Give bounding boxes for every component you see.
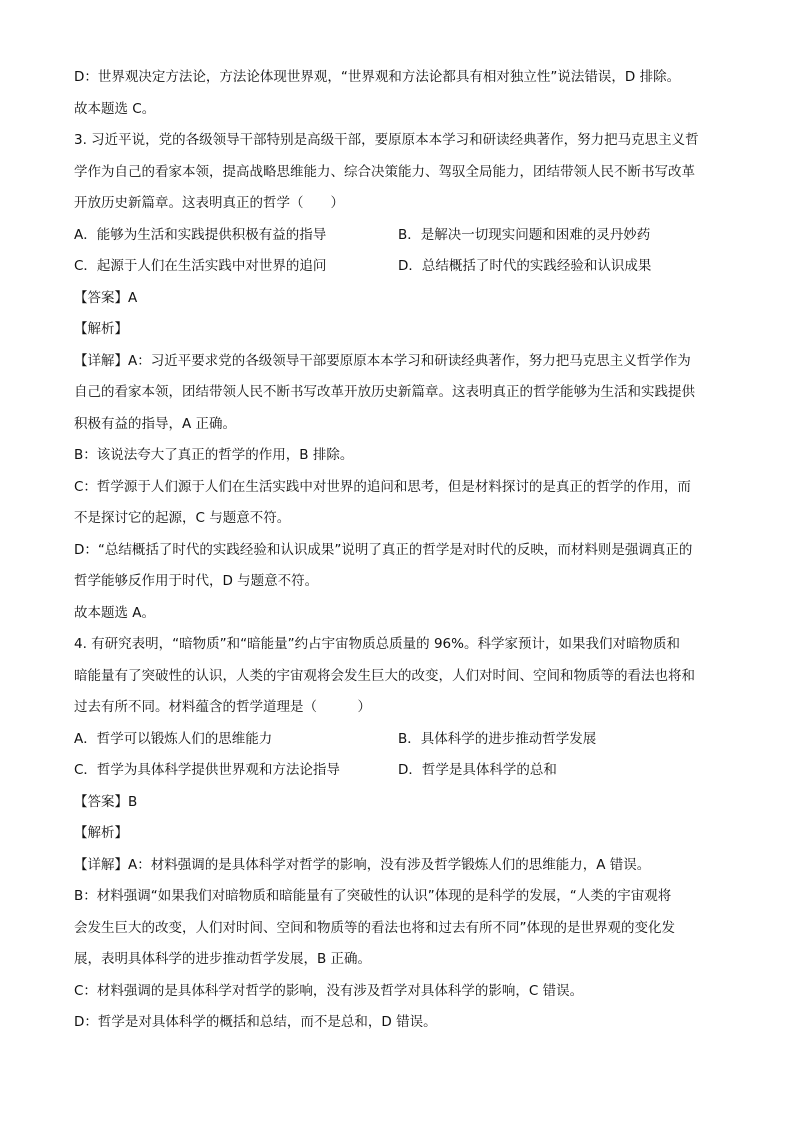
question-4 bbox=[74, 629, 724, 1039]
q4-detail-line-1 bbox=[74, 850, 724, 882]
q3-detail-line-8: 哲学能够反作用于时代，D 与题意不符。 bbox=[74, 573, 319, 589]
q3-detail-line-1 bbox=[74, 346, 724, 378]
q4-options-row-1 bbox=[74, 724, 724, 756]
q3-answer bbox=[74, 283, 724, 315]
q4-analysis-label: 【解析】 bbox=[74, 825, 128, 841]
q3-option-a: A．能够为生活和实践提供积极有益的指导 bbox=[74, 226, 327, 243]
q3-option-d: D．总结概括了时代的实践经验和认识成果 bbox=[398, 258, 652, 274]
q4-detail-line-5: C：材料强调的是具体科学对哲学的影响，没有涉及哲学对具体科学的影响，C 错误。 bbox=[74, 982, 584, 999]
q4-detail-label: 【详解】 bbox=[74, 856, 128, 873]
q3-option-c: C．起源于人们在生活实践中对世界的追问 bbox=[74, 258, 327, 274]
q2-conclusion: 故本题选 C。 bbox=[74, 100, 156, 117]
q3-detail-label: 【详解】 bbox=[74, 352, 128, 369]
q3-detail-line-2: 自己的看家本领，团结带领人民不断书写改革开放历史新篇章。这表明真正的哲学能够为生活和实践提供 bbox=[74, 384, 695, 400]
q3-stem-line-1: 3. 习近平说，党的各级领导干部特别是高级干部，要原原本本学习和研读经典著作，努力把马克思主义哲 bbox=[74, 132, 699, 148]
q4-option-a: A．哲学可以锻炼人们的思维能力 bbox=[74, 730, 273, 747]
q4-answer-label: 【答案】 bbox=[74, 793, 128, 810]
q3-answer-label: 【答案】 bbox=[74, 289, 128, 306]
q3-detail-line-5: C：哲学源于人们源于人们在生活实践中对世界的追问和思考，但是材料探讨的是真正的哲学的作用，而 bbox=[74, 478, 691, 495]
q4-detail-line-4: 展，表明具体科学的进步推动哲学发展，B 正确。 bbox=[74, 951, 372, 967]
q4-detail-line-6: D：哲学是对具体科学的概括和总结，而不是总和，D 错误。 bbox=[74, 1014, 437, 1030]
q2-option-d-analysis: D：世界观决定方法论，方法论体现世界观，“世界观和方法论都具有相对独立性”说法错误，D 排除。 bbox=[74, 69, 681, 85]
q3-analysis-label: 【解析】 bbox=[74, 321, 128, 337]
q3-detail-line-6: 不是探讨它的起源，C 与题意不符。 bbox=[74, 510, 291, 526]
q4-answer-value: B bbox=[128, 793, 138, 810]
document-page bbox=[74, 62, 724, 1039]
q4-detail-text-1: A：材料强调的是具体科学对哲学的影响，没有涉及哲学锻炼人们的思维能力，A 错误。 bbox=[128, 856, 651, 873]
q4-stem-line-2: 暗能量有了突破性的认识，人类的宇宙观将会发生巨大的改变，人们对时间、空间和物质等的看法也将和 bbox=[74, 667, 695, 684]
q4-stem-line-3: 过去有所不同。材料蕴含的哲学道理是（ ） bbox=[74, 699, 371, 715]
q3-detail-line-7: D：“总结概括了时代的实践经验和认识成果”说明了真正的哲学是对时代的反映，而材料则是强调真正的 bbox=[74, 541, 693, 558]
q3-detail-line-4: B：该说法夸大了真正的哲学的作用，B 排除。 bbox=[74, 447, 354, 463]
q3-conclusion: 故本题选 A。 bbox=[74, 604, 156, 621]
q4-detail-line-3: 会发生巨大的改变，人们对时间、空间和物质等的看法也将和过去有所不同”体现的是世界观的变化发 bbox=[74, 919, 675, 936]
q3-option-b: B．是解决一切现实问题和困难的灵丹妙药 bbox=[398, 226, 651, 243]
q3-detail-line-3: 积极有益的指导，A 正确。 bbox=[74, 415, 237, 432]
q3-stem-line-2: 学作为自己的看家本领，提高战略思维能力、综合决策能力、驾驭全局能力，团结带领人民不断书写改革 bbox=[74, 163, 695, 180]
q3-options-row-2 bbox=[74, 251, 724, 283]
q4-options-row-2 bbox=[74, 755, 724, 787]
q4-stem-line-1: 4. 有研究表明，“暗物质”和“暗能量”约占宇宙物质总质量的 96%。科学家预计，如果我们对暗物质和 bbox=[74, 636, 680, 652]
q4-option-c: C．哲学为具体科学提供世界观和方法论指导 bbox=[74, 762, 340, 778]
question-3 bbox=[74, 125, 724, 629]
q4-option-d: D．哲学是具体科学的总和 bbox=[398, 762, 557, 778]
q4-answer bbox=[74, 787, 724, 819]
q3-detail-text-1: A：习近平要求党的各级领导干部要原原本本学习和研读经典著作，努力把马克思主义哲学作为 bbox=[128, 352, 691, 369]
q3-stem-line-3: 开放历史新篇章。这表明真正的哲学（ ） bbox=[74, 195, 344, 211]
q4-detail-line-2: B：材料强调“如果我们对暗物质和暗能量有了突破性的认识”体现的是科学的发展，“人类的宇宙观将 bbox=[74, 888, 672, 904]
q3-answer-value: A bbox=[128, 289, 138, 306]
q3-options-row-1 bbox=[74, 220, 724, 252]
q4-option-b: B．具体科学的进步推动哲学发展 bbox=[398, 730, 597, 747]
